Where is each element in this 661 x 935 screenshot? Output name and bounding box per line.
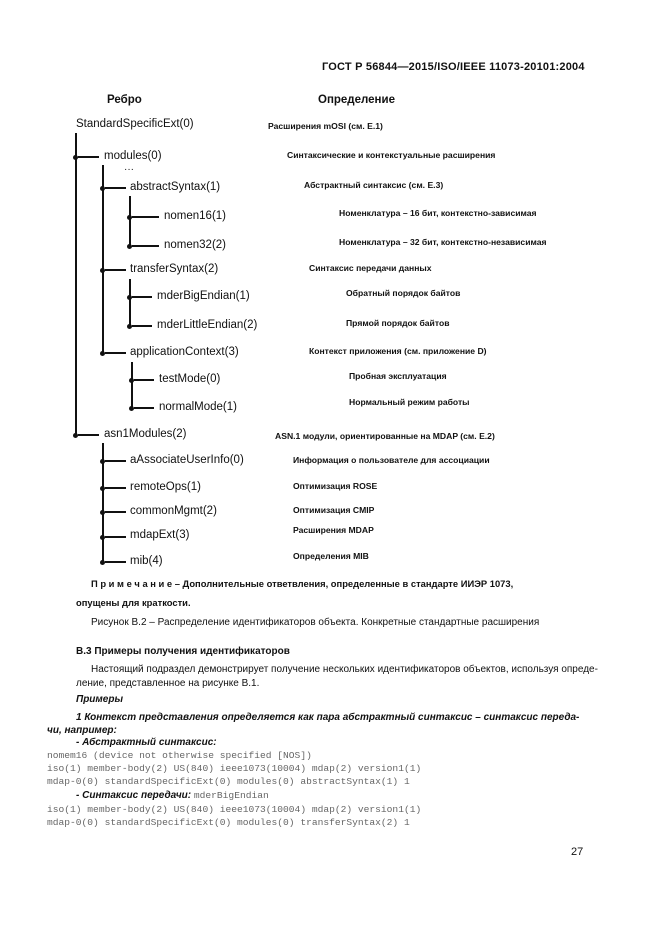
tree-node-abstract-syntax: abstractSyntax(1) — [130, 181, 221, 193]
tree-connector — [105, 352, 126, 354]
def-abstract-syntax: Абстрактный синтаксис (см. Е.3) — [304, 180, 444, 190]
transfer-code-line1: iso(1) member-body(2) US(840) ieee1073(10004) mdap(2) version1(1) — [47, 804, 422, 815]
tree-connector — [105, 561, 126, 563]
tree-node-nomen32: nomen32(2) — [164, 239, 227, 251]
tree-connector — [78, 434, 99, 436]
tree-node-a-associate-user-info: aAssociateUserInfo(0) — [130, 454, 244, 466]
paragraph-line2: ление, представленное на рисунке В.1. — [76, 678, 260, 689]
tree-node-test-mode: testMode(0) — [159, 373, 221, 385]
section-title: В.3 Примеры получения идентификаторов — [76, 646, 290, 657]
tree-connector — [78, 156, 99, 158]
tree-connector — [105, 536, 126, 538]
transfer-syntax-label — [76, 790, 269, 801]
def-mder-big-endian: Обратный порядок байтов — [346, 288, 461, 298]
tree-connector — [134, 379, 154, 381]
tree-trunk-level2-abstract — [129, 196, 131, 248]
tree-ellipsis: ··· — [124, 164, 134, 175]
tree-node-transfer-syntax: transferSyntax(2) — [130, 263, 219, 275]
tree-node-root: StandardSpecificExt(0) — [76, 118, 194, 130]
def-root: Расширения mOSI (см. Е.1) — [268, 121, 383, 131]
def-mder-little-endian: Прямой порядок байтов — [346, 318, 450, 328]
tree-node-remote-ops: remoteOps(1) — [130, 481, 201, 493]
tree-node-modules: modules(0) — [104, 150, 162, 162]
tree-trunk-level2-transfer — [129, 279, 131, 328]
example1-line2: чи, например: — [47, 725, 117, 736]
def-nomen16: Номенклатура – 16 бит, контекстно-зависимая — [339, 208, 537, 218]
tree-node-common-mgmt: commonMgmt(2) — [130, 505, 217, 517]
abstract-code-line2: iso(1) member-body(2) US(840) ieee1073(10004) mdap(2) version1(1) — [47, 763, 422, 774]
figure-note-line1: П р и м е ч а н и е – Дополнительные ответвления, определенные в стандарте ИИЭР 1073, — [91, 578, 514, 589]
tree-connector — [132, 216, 159, 218]
tree-node-mdap-ext: mdapExt(3) — [130, 529, 190, 541]
tree-node-nomen16: nomen16(1) — [164, 210, 227, 222]
abstract-syntax-label: - Абстрактный синтаксис: — [76, 737, 217, 748]
tree-connector — [132, 245, 159, 247]
def-test-mode: Пробная эксплуатация — [349, 371, 447, 381]
tree-connector — [134, 407, 154, 409]
def-a-associate-user-info: Информация о пользователе для ассоциации — [293, 455, 490, 465]
examples-title: Примеры — [76, 694, 124, 705]
tree-node-mder-big-endian: mderBigEndian(1) — [157, 290, 250, 302]
tree-connector — [105, 460, 126, 462]
tree-connector — [105, 511, 126, 513]
page-number: 27 — [571, 846, 584, 858]
def-mib: Определения MIB — [293, 551, 369, 561]
tree-trunk-level0 — [75, 133, 77, 435]
tree-connector — [105, 269, 126, 271]
def-common-mgmt: Оптимизация CMIP — [293, 505, 375, 515]
tree-node-application-context: applicationContext(3) — [130, 346, 239, 358]
abstract-code-line3: mdap-0(0) standardSpecificExt(0) modules(0) abstractSyntax(1) 1 — [47, 776, 410, 787]
tree-node-normal-mode: normalMode(1) — [159, 401, 237, 413]
tree-node-asn1-modules: asn1Modules(2) — [104, 428, 187, 440]
abstract-code-line1: nomem16 (device not otherwise specified [NOS]) — [47, 750, 312, 761]
figure-note-line2: опущены для краткости. — [76, 597, 191, 608]
tree-node-mder-little-endian: mderLittleEndian(2) — [157, 319, 258, 331]
tree-connector — [132, 325, 152, 327]
tree-connector — [105, 187, 126, 189]
def-modules: Синтаксические и контекстуальные расширения — [287, 150, 496, 160]
column-header-definition: Определение — [318, 94, 395, 106]
def-transfer-syntax: Синтаксис передачи данных — [309, 263, 432, 273]
def-normal-mode: Нормальный режим работы — [349, 397, 470, 407]
tree-trunk-level2-appctx — [131, 362, 133, 410]
def-remote-ops: Оптимизация ROSE — [293, 481, 378, 491]
transfer-code-line2: mdap-0(0) standardSpecificExt(0) modules(0) transferSyntax(2) 1 — [47, 817, 410, 828]
document-header: ГОСТ Р 56844—2015/ISO/IEEE 11073-20101:2004 — [322, 61, 585, 73]
def-application-context: Контекст приложения (см. приложение D) — [309, 346, 487, 356]
transfer-syntax-label-text: - Синтаксис передачи: — [76, 790, 192, 801]
column-header-edge: Ребро — [107, 94, 142, 106]
tree-connector — [132, 296, 152, 298]
def-asn1-modules: ASN.1 модули, ориентированные на MDAP (см. Е.2) — [275, 431, 495, 441]
figure-caption: Рисунок В.2 – Распределение идентификаторов объекта. Конкретные стандартные расширения — [91, 617, 540, 628]
paragraph-line1: Настоящий подраздел демонстрирует получение нескольких идентификаторов объектов, используя опреде- — [91, 664, 598, 675]
tree-connector — [105, 487, 126, 489]
tree-trunk-level1-modules — [102, 165, 104, 355]
example1-line1: 1 Контекст представления определяется как пара абстрактный синтаксис – синтаксис переда- — [76, 712, 580, 723]
tree-node-mib: mib(4) — [130, 555, 163, 567]
transfer-syntax-inline-code: mderBigEndian — [193, 790, 269, 801]
def-mdap-ext: Расширения MDAP — [293, 525, 374, 535]
def-nomen32: Номенклатура – 32 бит, контекстно-независимая — [339, 237, 547, 247]
